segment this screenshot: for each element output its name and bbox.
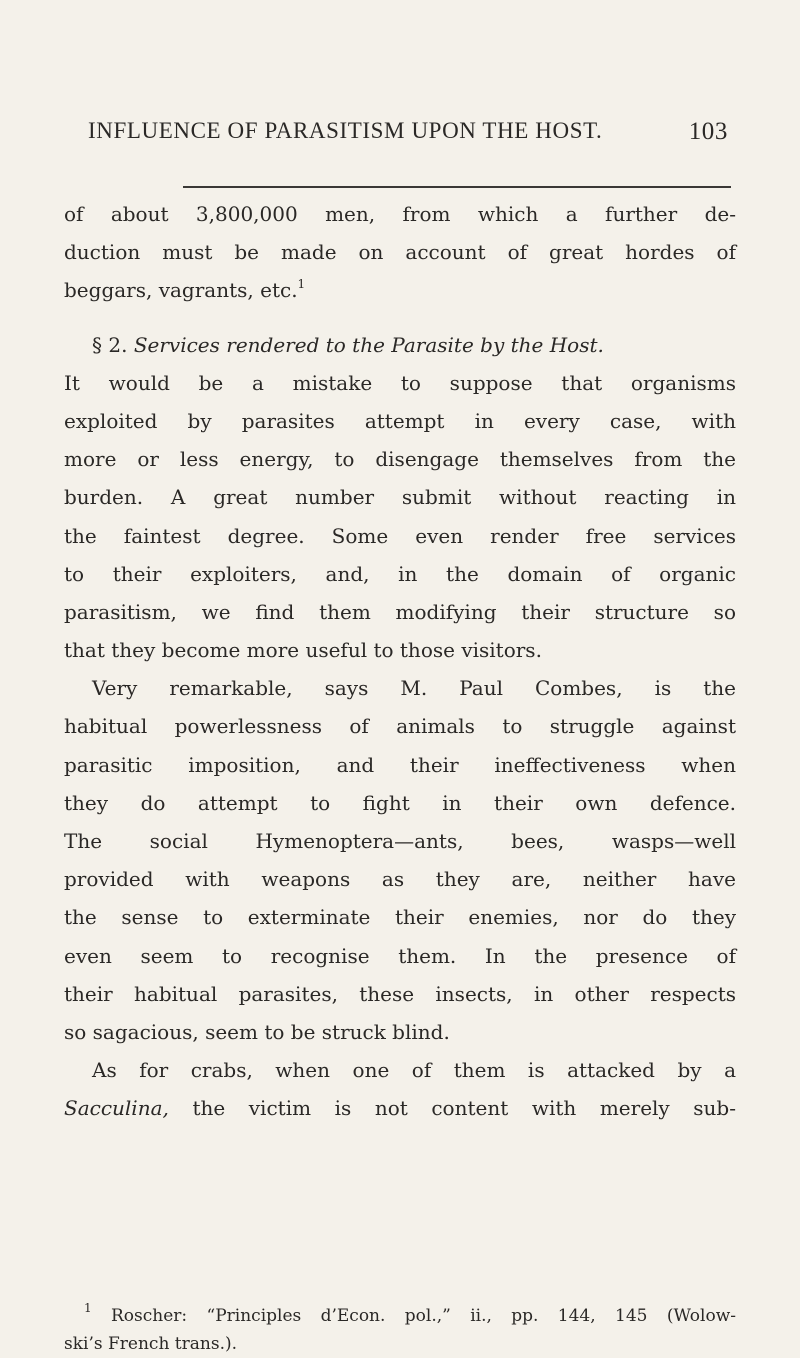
header-title: INFLUENCE OF PARASITISM UPON THE HOST.	[88, 118, 603, 143]
text-line: burden. A great number submit without reacting in	[64, 485, 736, 510]
text-line: duction must be made on account of great hordes of	[64, 240, 736, 265]
text-line: It would be a mistake to suppose that organisms	[64, 370, 736, 395]
footnote-line	[64, 1302, 736, 1330]
footnote-text: Roscher: “Principles d’Econ. pol.,” ii., pp. 144, 145 (Wolow-	[91, 1306, 736, 1326]
running-header	[88, 118, 728, 144]
genus-name: Sacculina,	[64, 1096, 169, 1121]
text-line: so sagacious, seem to be struck blind.	[64, 1019, 450, 1044]
text-line: parasitism, we find them modifying their structure so	[64, 599, 736, 624]
text-line: that they become more useful to those visitors.	[64, 638, 542, 663]
footnote-line: ski’s French trans.).	[64, 1334, 238, 1354]
page-number: 103	[688, 118, 728, 145]
footnotes	[64, 1302, 736, 1358]
section-number: § 2.	[92, 332, 128, 357]
text-fragment: beggars, vagrants, etc.	[64, 278, 298, 303]
header-rule	[183, 186, 731, 188]
text-line	[64, 271, 736, 309]
text-line: the faintest degree. Some even render free services	[64, 523, 736, 548]
body-text	[64, 195, 736, 1128]
text-fragment: the victim is not content with merely sub-	[168, 1096, 736, 1121]
footnote-marker: 1	[84, 1301, 92, 1316]
text-line	[64, 1089, 736, 1127]
text-line: The social Hymenoptera—ants, bees, wasps—well	[64, 829, 736, 853]
text-line: the sense to exterminate their enemies, nor do they	[64, 905, 736, 930]
text-line: even seem to recognise them. In the presence of	[64, 943, 736, 968]
text-line: more or less energy, to disengage themselves from the	[64, 447, 736, 472]
text-line: exploited by parasites attempt in every case, with	[64, 408, 736, 433]
text-line: parasitic imposition, and their ineffectiveness when	[64, 752, 736, 777]
footnote-ref: 1	[297, 276, 306, 291]
text-line: habitual powerlessness of animals to struggle against	[64, 714, 736, 739]
text-line: Very remarkable, says M. Paul Combes, is the	[92, 676, 736, 701]
section-title: Services rendered to the Parasite by the Host.	[133, 332, 604, 357]
text-line: they do attempt to fight in their own defence.	[64, 790, 736, 815]
text-line: of about 3,800,000 men, from which a further de-	[64, 202, 736, 226]
section-heading	[64, 326, 736, 364]
text-line: As for crabs, when one of them is attacked by a	[92, 1058, 736, 1083]
text-line: their habitual parasites, these insects, in other respects	[64, 981, 736, 1006]
text-line: to their exploiters, and, in the domain of organic	[64, 561, 736, 586]
text-line: provided with weapons as they are, neither have	[64, 867, 736, 892]
paragraph-gap	[64, 310, 736, 326]
